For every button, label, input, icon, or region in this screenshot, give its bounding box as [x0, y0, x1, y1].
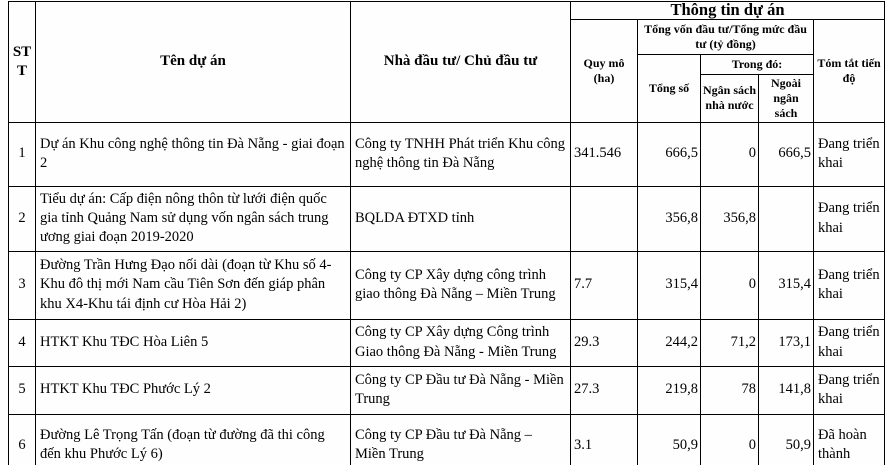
- cell-progress: Đang triển khai: [814, 122, 885, 186]
- cell-project-name: Đường Trần Hưng Đạo nối dài (đoạn từ Khu số 4-Khu đô thị mới Nam cầu Tiên Sơn đến giáp phân khu X4-Khu tái định cư Hòa Hải 2): [36, 251, 351, 319]
- header-project-name: Tên dự án: [36, 2, 351, 123]
- cell-scale: 3.1: [571, 414, 638, 465]
- cell-investor: Công ty TNHH Phát triển Khu công nghệ thông tin Đà Nẵng: [351, 122, 571, 186]
- header-non-budget: Ngoài ngân sách: [759, 74, 814, 122]
- header-total: Tổng số: [638, 54, 701, 122]
- header-total-capital: Tổng vốn đầu tư/Tổng mức đầu tư (tỷ đồng): [638, 19, 814, 54]
- cell-total: 666,5: [638, 122, 701, 186]
- cell-scale: [571, 186, 638, 251]
- cell-progress: Đang triển khai: [814, 251, 885, 319]
- cell-stt: 5: [9, 366, 36, 414]
- table-row: [9, 366, 885, 414]
- header-of-which: Trong đó:: [701, 54, 814, 74]
- cell-non-budget: [759, 186, 814, 251]
- header-stt: STT: [9, 2, 36, 123]
- cell-non-budget: 315,4: [759, 251, 814, 319]
- table-row: [9, 186, 885, 251]
- cell-progress: Đang triển khai: [814, 366, 885, 414]
- cell-non-budget: 141,8: [759, 366, 814, 414]
- header-scale: Quy mô (ha): [571, 19, 638, 122]
- project-info-table: [8, 1, 885, 465]
- cell-scale: 341.546: [571, 122, 638, 186]
- cell-stt: 1: [9, 122, 36, 186]
- table-row: [9, 251, 885, 319]
- cell-progress: Đã hoàn thành: [814, 414, 885, 465]
- table-row: [9, 319, 885, 366]
- cell-non-budget: 666,5: [759, 122, 814, 186]
- cell-investor: Công ty CP Xây dựng công trình giao thông Đà Nẵng – Miền Trung: [351, 251, 571, 319]
- cell-scale: 7.7: [571, 251, 638, 319]
- cell-state-budget: 71,2: [701, 319, 759, 366]
- cell-scale: 29.3: [571, 319, 638, 366]
- header-investor: Nhà đầu tư/ Chủ đầu tư: [351, 2, 571, 123]
- cell-total: 315,4: [638, 251, 701, 319]
- cell-stt: 6: [9, 414, 36, 465]
- cell-investor: BQLDA ĐTXD tỉnh: [351, 186, 571, 251]
- cell-project-name: Tiểu dự án: Cấp điện nông thôn từ lưới điện quốc gia tỉnh Quảng Nam sử dụng vốn ngân sách trung ương giai đoạn 2019-2020: [36, 186, 351, 251]
- cell-investor: Công ty CP Xây dựng Công trình Giao thông Đà Nẵng - Miền Trung: [351, 319, 571, 366]
- cell-state-budget: 0: [701, 414, 759, 465]
- cell-progress: Đang triển khai: [814, 319, 885, 366]
- cell-project-name: Đường Lê Trọng Tấn (đoạn từ đường đã thi công đến khu Phước Lý 6): [36, 414, 351, 465]
- table-row: [9, 414, 885, 465]
- header-progress: Tóm tắt tiến độ: [814, 19, 885, 122]
- cell-project-name: HTKT Khu TĐC Hòa Liên 5: [36, 319, 351, 366]
- cell-project-name: HTKT Khu TĐC Phước Lý 2: [36, 366, 351, 414]
- cell-project-name: Dự án Khu công nghệ thông tin Đà Nẵng - giai đoạn 2: [36, 122, 351, 186]
- cell-investor: Công ty CP Đầu tư Đà Nẵng – Miền Trung: [351, 414, 571, 465]
- table-row: [9, 122, 885, 186]
- cell-state-budget: 0: [701, 251, 759, 319]
- cell-scale: 27.3: [571, 366, 638, 414]
- cell-total: 356,8: [638, 186, 701, 251]
- cell-total: 219,8: [638, 366, 701, 414]
- cell-total: 50,9: [638, 414, 701, 465]
- cell-stt: 2: [9, 186, 36, 251]
- header-project-info: Thông tin dự án: [571, 2, 885, 20]
- cell-stt: 4: [9, 319, 36, 366]
- cell-stt: 3: [9, 251, 36, 319]
- cell-progress: Đang triển khai: [814, 186, 885, 251]
- cell-state-budget: 356,8: [701, 186, 759, 251]
- cell-investor: Công ty CP Đầu tư Đà Nẵng - Miền Trung: [351, 366, 571, 414]
- cell-total: 244,2: [638, 319, 701, 366]
- cell-non-budget: 50,9: [759, 414, 814, 465]
- header-state-budget: Ngân sách nhà nước: [701, 74, 759, 122]
- cell-state-budget: 78: [701, 366, 759, 414]
- cell-state-budget: 0: [701, 122, 759, 186]
- cell-non-budget: 173,1: [759, 319, 814, 366]
